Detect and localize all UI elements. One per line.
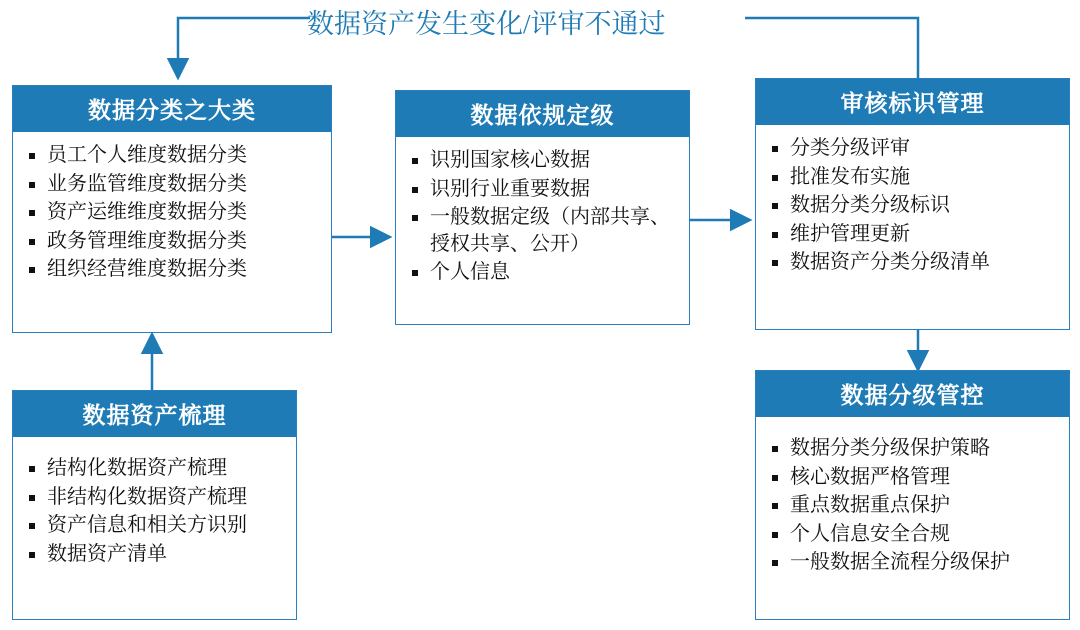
bullet-list-asset-inventory [27,455,288,567]
list-item: 识别行业重要数据 [410,176,681,203]
box-title-data-classification: 数据分类之大类 [13,86,331,132]
list-item: 资产运维维度数据分类 [27,199,323,226]
box-data-classification[interactable] [12,85,332,333]
list-item: 重点数据重点保护 [770,492,1061,519]
box-title-asset-inventory: 数据资产梳理 [13,391,296,437]
box-body-data-grading [396,137,689,296]
list-item: 个人信息 [410,259,681,286]
box-data-grading[interactable] [395,90,690,325]
box-asset-inventory[interactable] [12,390,297,620]
list-item: 维护管理更新 [770,221,1061,248]
list-item: 个人信息安全合规 [770,521,1061,548]
list-item: 分类分级评审 [770,135,1061,162]
box-grading-control[interactable] [755,370,1070,620]
list-item: 批准发布实施 [770,164,1061,191]
box-body-audit-identification [756,125,1069,286]
bullet-list-data-classification [27,142,323,283]
list-item: 核心数据严格管理 [770,464,1061,491]
loop-label: 数据资产发生变化/评审不通过 [307,9,666,39]
list-item: 数据分类分级标识 [770,192,1061,219]
box-title-audit-identification: 审核标识管理 [756,79,1069,125]
list-item: 业务监管维度数据分类 [27,171,323,198]
list-item: 一般数据全流程分级保护 [770,549,1061,576]
list-item: 数据资产分类分级清单 [770,249,1061,276]
list-item: 结构化数据资产梳理 [27,455,288,482]
list-item: 一般数据定级（内部共享、授权共享、公开） [410,204,681,257]
list-item: 数据分类分级保护策略 [770,435,1061,462]
list-item: 识别国家核心数据 [410,147,681,174]
box-body-grading-control [756,417,1069,586]
list-item: 非结构化数据资产梳理 [27,484,288,511]
list-item: 员工个人维度数据分类 [27,142,323,169]
list-item: 政务管理维度数据分类 [27,228,323,255]
box-audit-identification[interactable] [755,78,1070,330]
box-body-asset-inventory [13,437,296,577]
bullet-list-data-grading [410,147,681,286]
list-item: 组织经营维度数据分类 [27,256,323,283]
list-item: 数据资产清单 [27,541,288,568]
bullet-list-audit-identification [770,135,1061,276]
box-body-data-classification [13,132,331,293]
list-item: 资产信息和相关方识别 [27,512,288,539]
box-title-grading-control: 数据分级管控 [756,371,1069,417]
bullet-list-grading-control [770,435,1061,576]
box-title-data-grading: 数据依规定级 [396,91,689,137]
